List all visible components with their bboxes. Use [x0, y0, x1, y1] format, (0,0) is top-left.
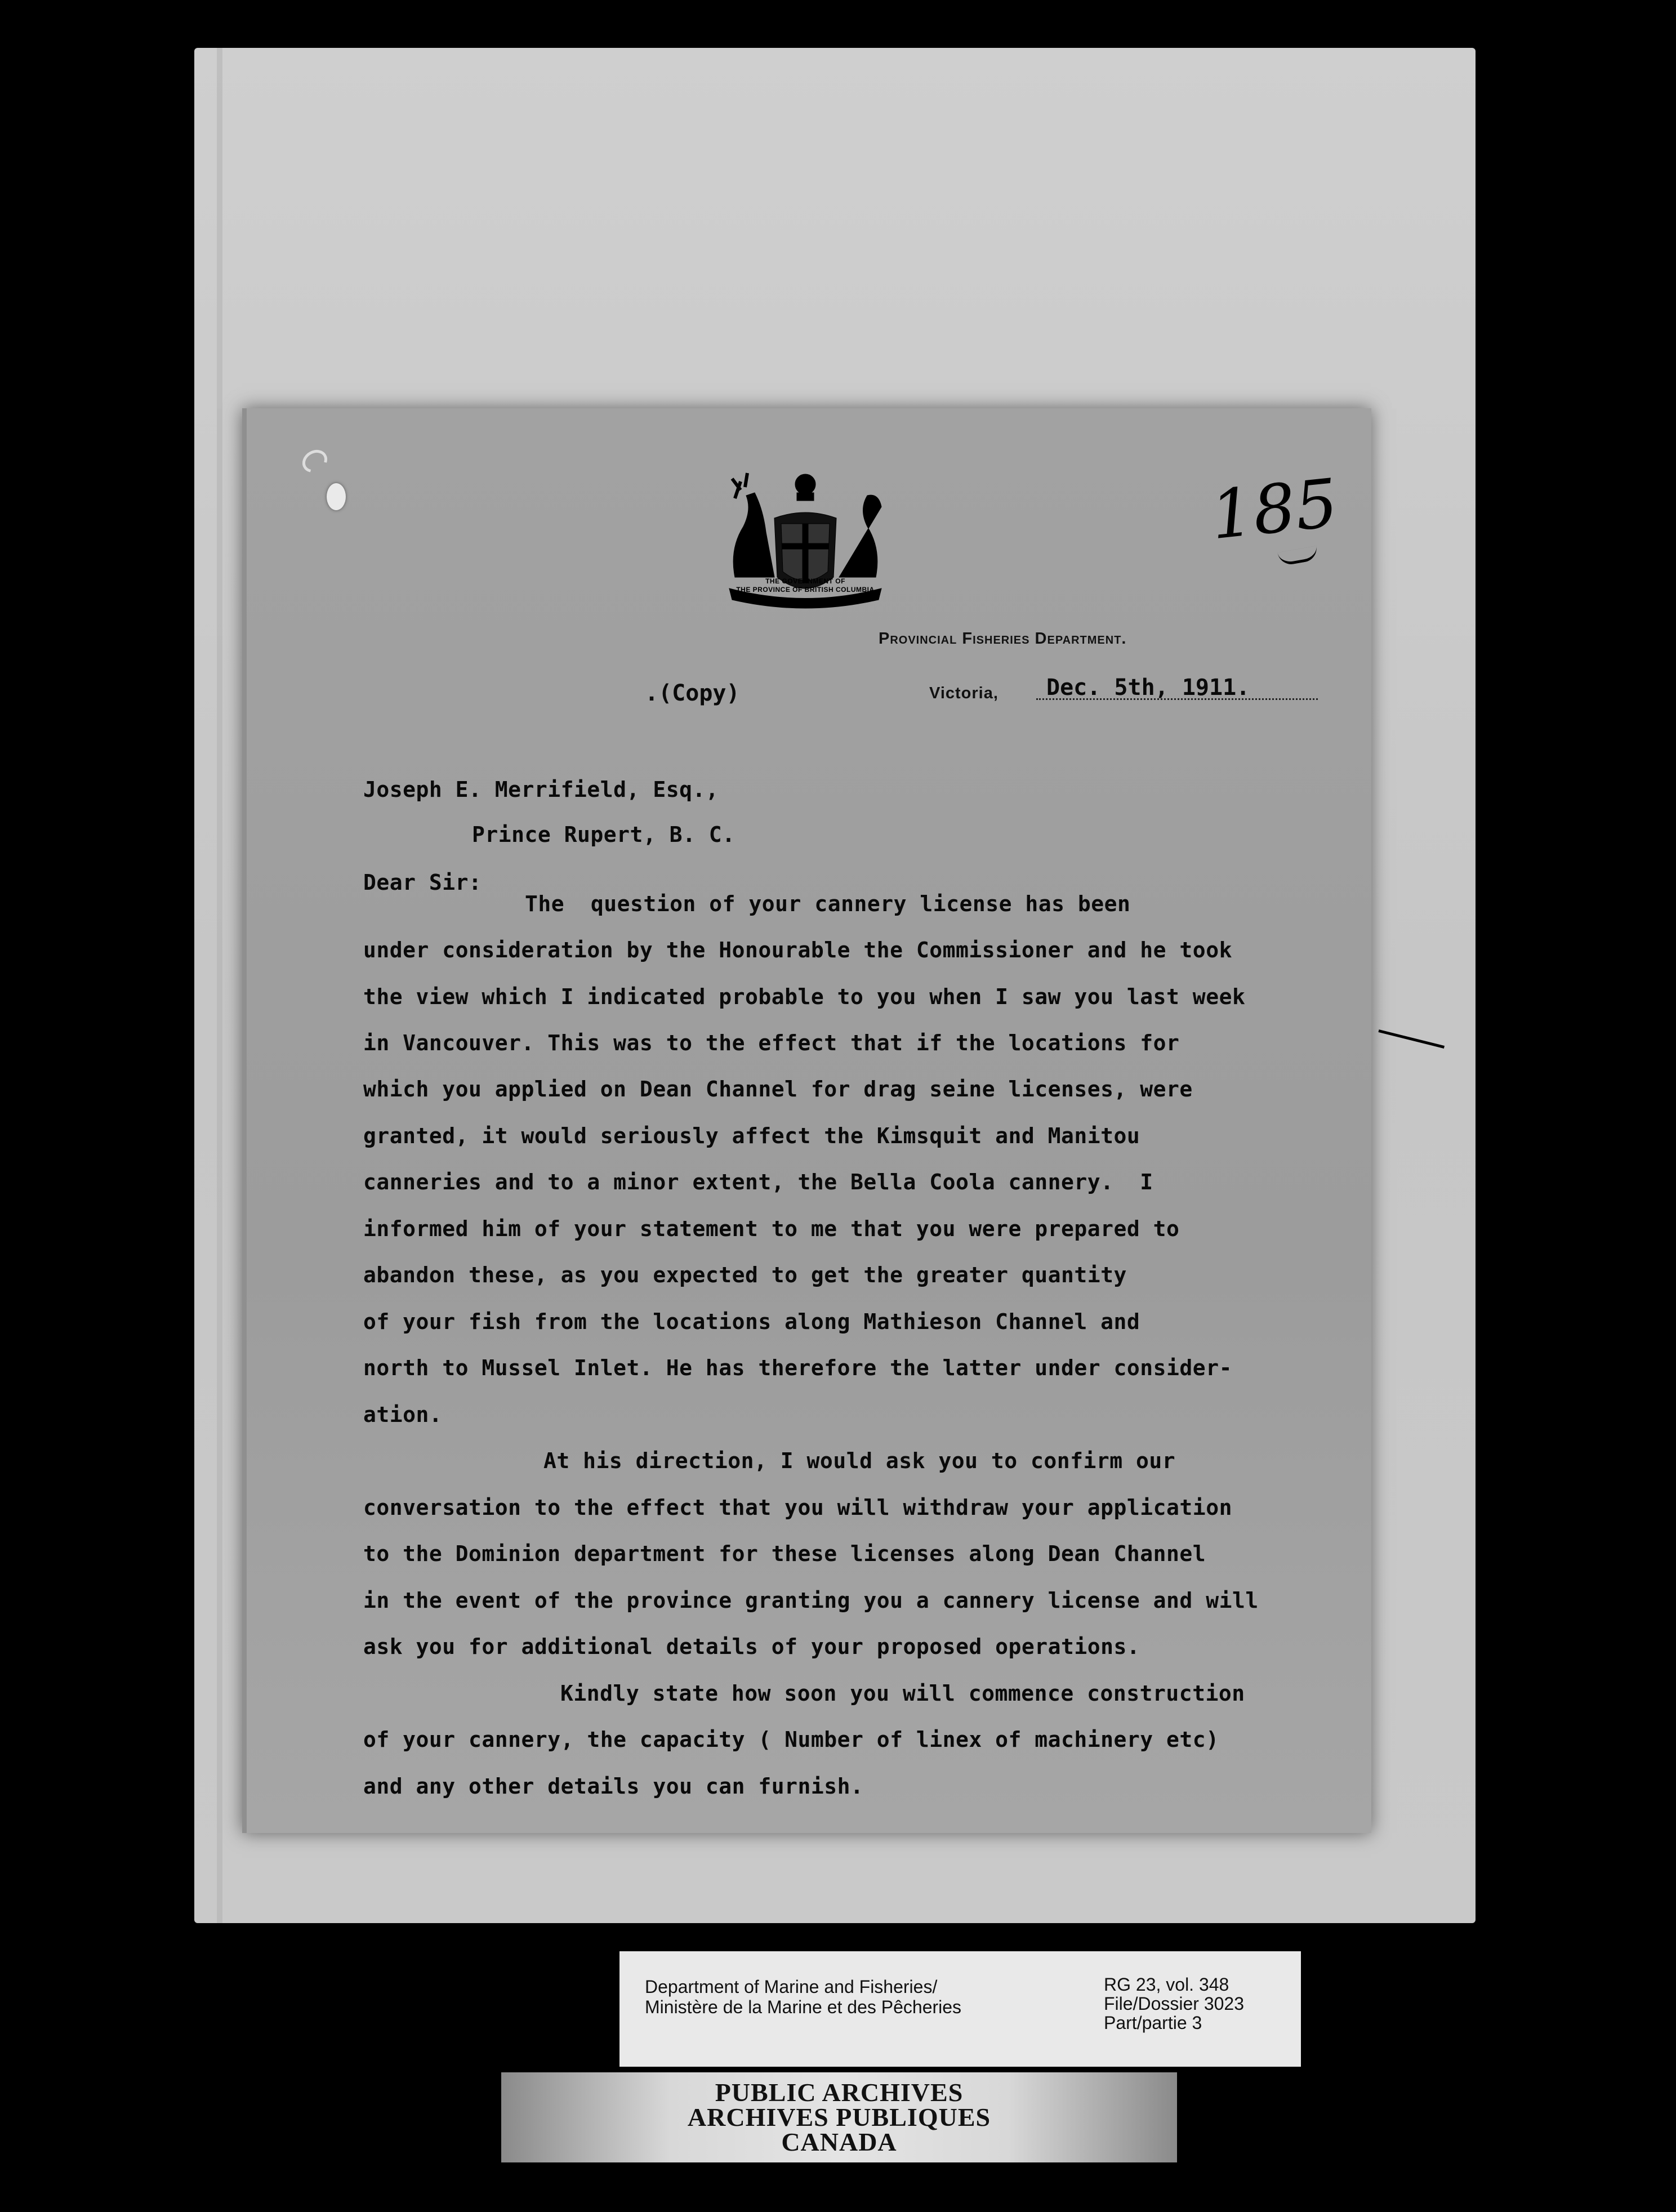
body-line: abandon these, as you expected to get the greater quantity: [363, 1263, 1127, 1287]
crest-caption-line2: THE PROVINCE OF BRITISH COLUMBIA: [736, 586, 875, 594]
body-line: north to Mussel Inlet. He has therefore the latter under consider-: [363, 1355, 1232, 1380]
punch-hole: [327, 483, 346, 510]
body-line: Kindly state how soon you will commence construction: [560, 1681, 1245, 1706]
stamp-line: PUBLIC ARCHIVES: [715, 2078, 964, 2107]
stamp-line: ARCHIVES PUBLIQUES: [687, 2103, 991, 2131]
body-line: conversation to the effect that you will withdraw your application: [363, 1495, 1232, 1520]
body-line: The question of your cannery license has been: [525, 891, 1131, 916]
body-line: in Vancouver. This was to the effect that if the locations for: [363, 1031, 1180, 1055]
stamp-line: CANADA: [781, 2128, 897, 2156]
archive-label-line: Part/partie 3: [1104, 2013, 1202, 2033]
crest-caption-line1: THE GOVERNMENT OF: [765, 577, 845, 585]
archive-label-department: [645, 1977, 961, 2017]
body-line: granted, it would seriously affect the Kimsquit and Manitou: [363, 1123, 1140, 1148]
addressee-name: Joseph E. Merrifield, Esq.,: [363, 777, 719, 802]
public-archives-stamp: [501, 2072, 1177, 2162]
body-line: which you applied on Dean Channel for drag seine licenses, were: [363, 1077, 1193, 1101]
place-label: Victoria,: [929, 684, 999, 702]
body-line: in the event of the province granting you a cannery license and will: [363, 1588, 1259, 1613]
body-line: ask you for additional details of your proposed operations.: [363, 1634, 1140, 1659]
salutation: Dear Sir:: [363, 870, 482, 895]
archive-label-reference: [1104, 1975, 1244, 2032]
copy-mark: .(Copy): [645, 680, 740, 706]
letter-page-edge: [242, 408, 1371, 1833]
archive-label: [619, 1951, 1301, 2067]
archive-label-line: File/Dossier 3023: [1104, 1994, 1244, 2014]
body-line: under consideration by the Honourable the Commissioner and he took: [363, 938, 1232, 962]
department-heading: Provincial Fisheries Department.: [879, 630, 1127, 648]
body-line: ation.: [363, 1402, 443, 1427]
letter-date: Dec. 5th, 1911.: [1046, 675, 1250, 701]
addressee-place: Prince Rupert, B. C.: [472, 822, 736, 847]
archive-label-line: RG 23, vol. 348: [1104, 1974, 1229, 1995]
archive-label-line: Ministère de la Marine et des Pêcheries: [645, 1997, 962, 2017]
body-line: the view which I indicated probable to you when I saw you last week: [363, 984, 1246, 1009]
body-line: to the Dominion department for these licenses along Dean Channel: [363, 1541, 1206, 1566]
body-line: At his direction, I would ask you to confirm our: [543, 1448, 1176, 1473]
date-dotted-line: [1036, 698, 1318, 700]
backing-sheet-edge: [217, 48, 222, 1923]
body-line: and any other details you can furnish.: [363, 1774, 864, 1799]
body-line: of your fish from the locations along Mathieson Channel and: [363, 1309, 1140, 1334]
body-line: informed him of your statement to me that you were prepared to: [363, 1216, 1180, 1241]
page-number: 185: [1207, 463, 1341, 555]
archive-label-line: Department of Marine and Fisheries/: [645, 1977, 938, 1997]
letter-page: [242, 408, 1371, 1833]
body-line: of your cannery, the capacity ( Number of linex of machinery etc): [363, 1727, 1219, 1752]
crest-caption: [698, 577, 912, 594]
body-line: canneries and to a minor extent, the Bella Coola cannery. I: [363, 1170, 1153, 1194]
